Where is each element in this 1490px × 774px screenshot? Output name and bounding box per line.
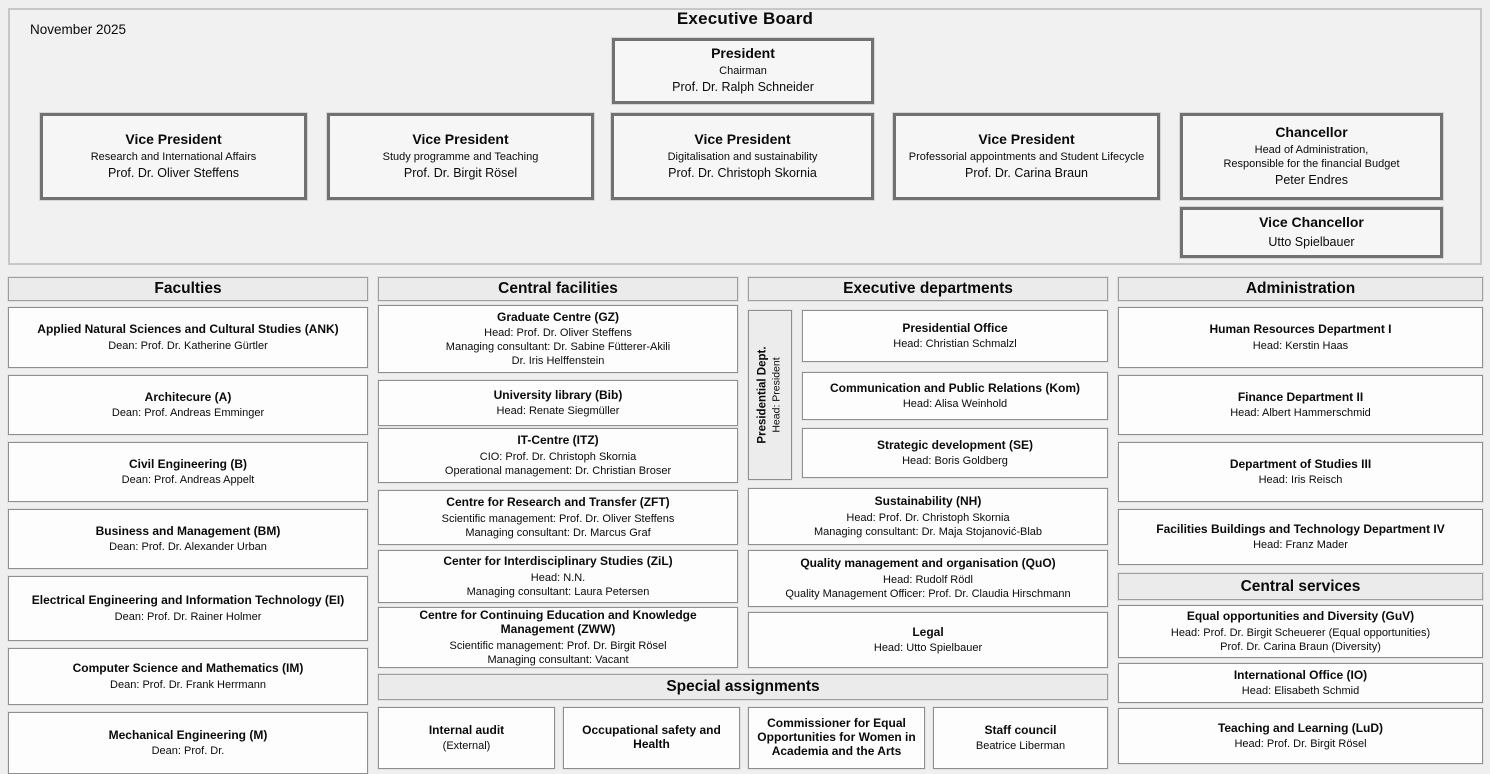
box-title: Legal bbox=[912, 624, 944, 639]
presidential-dept-side-box bbox=[748, 310, 792, 480]
box-title: Internal audit bbox=[428, 722, 505, 737]
box-title: University library (Bib) bbox=[493, 387, 623, 402]
special-assignment-box bbox=[748, 707, 925, 769]
box-line: Head: Alisa Weinhold bbox=[902, 398, 1008, 411]
president-box bbox=[612, 38, 874, 104]
box-line: Prof. Dr. Carina Braun (Diversity) bbox=[1220, 640, 1381, 653]
box-title: Teaching and Learning (LuD) bbox=[1217, 720, 1384, 735]
box-line: Head: Utto Spielbauer bbox=[873, 642, 983, 655]
box-title: Vice Chancellor bbox=[1259, 214, 1364, 231]
box-line: Dean: Prof. Dr. Rainer Holmer bbox=[114, 610, 262, 623]
section-header-special-assignments: Special assignments bbox=[378, 674, 1108, 700]
box-title: President bbox=[711, 45, 775, 62]
box-title: International Office (IO) bbox=[1233, 667, 1368, 682]
section-header-central-services: Central services bbox=[1118, 573, 1483, 600]
box-line: Peter Endres bbox=[1275, 173, 1348, 188]
box-line: Head: Franz Mader bbox=[1253, 539, 1348, 552]
executive-department-box bbox=[802, 428, 1108, 478]
box-line: Managing consultant: Dr. Maja Stojanović-Blab bbox=[813, 525, 1043, 538]
central-service-box bbox=[1118, 663, 1483, 703]
box-title: Staff council bbox=[984, 722, 1057, 737]
box-line: Head: Prof. Dr. Birgit Rösel bbox=[1234, 738, 1367, 751]
box-line: Prof. Dr. Oliver Steffens bbox=[107, 165, 240, 180]
column-header-administration: Administration bbox=[1118, 277, 1483, 301]
box-title: Quality management and organisation (QuO) bbox=[800, 556, 1056, 571]
box-line: Head: Prof. Dr. Birgit Scheuerer (Equal opportunities) bbox=[1170, 626, 1431, 639]
page-title: Executive Board bbox=[676, 9, 814, 28]
box-title: Architecure (A) bbox=[144, 389, 232, 404]
box-line: Head: N.N. bbox=[530, 571, 586, 584]
box-line: Dean: Prof. Andreas Emminger bbox=[111, 407, 265, 420]
special-assignment-box bbox=[933, 707, 1108, 769]
box-title: Finance Department II bbox=[1237, 389, 1364, 404]
box-title: Computer Science and Mathematics (IM) bbox=[72, 661, 304, 676]
faculty-box bbox=[8, 712, 368, 774]
box-line: Head: Renate Siegmüller bbox=[496, 405, 620, 418]
box-title: Facilities Buildings and Technology Department IV bbox=[1156, 521, 1445, 536]
box-line: Scientific management: Prof. Dr. Oliver Steffens bbox=[441, 512, 675, 525]
box-line: Head: Christian Schmalzl bbox=[893, 338, 1017, 351]
box-title: Electrical Engineering and Information Technology (EI) bbox=[31, 593, 345, 608]
chancellor-box bbox=[1180, 113, 1443, 200]
vice-president-box bbox=[327, 113, 594, 200]
box-line: Beatrice Liberman bbox=[975, 740, 1066, 753]
box-line: Professorial appointments and Student Lifecycle bbox=[908, 150, 1145, 163]
box-line: Managing consultant: Dr. Sabine Fütterer-Akili bbox=[445, 341, 671, 354]
box-line: Managing consultant: Vacant bbox=[487, 653, 629, 666]
box-title: Civil Engineering (B) bbox=[128, 456, 247, 471]
box-line: Prof. Dr. Carina Braun bbox=[965, 165, 1088, 180]
box-line: Scientific management: Prof. Dr. Birgit Rösel bbox=[449, 639, 667, 652]
box-line: (External) bbox=[442, 740, 491, 753]
special-assignment-box bbox=[378, 707, 555, 769]
box-line: Head: Kerstin Haas bbox=[1252, 339, 1349, 352]
box-line: Dean: Prof. Dr. Katherine Gürtler bbox=[108, 339, 268, 352]
box-line: Head: Elisabeth Schmid bbox=[1241, 685, 1360, 698]
central-facility-box bbox=[378, 305, 738, 373]
side-label-title: Presidential Dept. bbox=[756, 346, 769, 444]
executive-department-box bbox=[748, 612, 1108, 668]
box-line: Responsible for the financial Budget bbox=[1223, 157, 1400, 170]
box-line: Utto Spielbauer bbox=[1268, 234, 1355, 249]
box-line: Research and International Affairs bbox=[90, 150, 257, 163]
central-service-box bbox=[1118, 605, 1483, 658]
box-line: Prof. Dr. Ralph Schneider bbox=[672, 80, 814, 95]
vice-president-box bbox=[611, 113, 874, 200]
faculty-box bbox=[8, 576, 368, 641]
box-line: Prof. Dr. Christoph Skornia bbox=[668, 165, 817, 180]
box-line: Dean: Prof. Dr. Frank Herrmann bbox=[110, 678, 266, 691]
box-line: Dean: Prof. Andreas Appelt bbox=[121, 474, 255, 487]
box-title: IT-Centre (ITZ) bbox=[517, 433, 599, 448]
box-title: Business and Management (BM) bbox=[95, 523, 281, 538]
box-line: Dr. Iris Helffenstein bbox=[511, 355, 605, 368]
central-facility-box bbox=[378, 490, 738, 545]
box-title: Vice President bbox=[125, 130, 222, 147]
administration-box bbox=[1118, 442, 1483, 502]
box-title: Centre for Continuing Education and Knowledge Management (ZWW) bbox=[419, 608, 697, 637]
box-title: Human Resources Department I bbox=[1209, 322, 1392, 337]
central-facility-box bbox=[378, 550, 738, 603]
box-line: Digitalisation and sustainability bbox=[667, 150, 818, 163]
box-line: Managing consultant: Dr. Marcus Graf bbox=[465, 526, 651, 539]
box-line: Dean: Prof. Dr. Alexander Urban bbox=[109, 541, 267, 554]
faculty-box bbox=[8, 307, 368, 368]
column-header-faculties: Faculties bbox=[8, 277, 368, 301]
special-assignment-box bbox=[563, 707, 740, 769]
column-header-executive-departments: Executive departments bbox=[748, 277, 1108, 301]
box-line: Head: Iris Reisch bbox=[1258, 474, 1343, 487]
executive-department-box bbox=[748, 488, 1108, 545]
vice-president-box bbox=[893, 113, 1160, 200]
box-line: Prof. Dr. Birgit Rösel bbox=[403, 165, 518, 180]
faculty-box bbox=[8, 442, 368, 502]
box-line: Head: Prof. Dr. Christoph Skornia bbox=[846, 511, 1010, 524]
vice-president-box bbox=[40, 113, 307, 200]
vice-chancellor-box bbox=[1180, 207, 1443, 258]
box-line: Head: Boris Goldberg bbox=[902, 455, 1008, 468]
box-line: Head: Rudolf Rödl bbox=[883, 573, 973, 586]
side-label-subtitle: Head: President bbox=[770, 357, 783, 433]
box-line: Quality Management Officer: Prof. Dr. Claudia Hirschmann bbox=[785, 587, 1071, 600]
box-line: Dean: Prof. Dr. bbox=[151, 745, 225, 758]
faculty-box bbox=[8, 648, 368, 705]
box-title: Chancellor bbox=[1275, 123, 1348, 140]
presidential-dept-side-label bbox=[757, 314, 784, 476]
box-title: Equal opportunities and Diversity (GuV) bbox=[1186, 609, 1415, 624]
box-title: Mechanical Engineering (M) bbox=[108, 727, 268, 742]
box-title: Graduate Centre (GZ) bbox=[496, 309, 619, 324]
faculty-box bbox=[8, 375, 368, 435]
administration-box bbox=[1118, 307, 1483, 368]
box-line: Chairman bbox=[719, 65, 767, 78]
administration-box bbox=[1118, 375, 1483, 435]
box-title: Presidential Office bbox=[902, 320, 1008, 335]
box-title: Department of Studies III bbox=[1229, 456, 1372, 471]
executive-department-box bbox=[802, 372, 1108, 420]
executive-department-box bbox=[802, 310, 1108, 362]
column-header-central-facilities: Central facilities bbox=[378, 277, 738, 301]
faculty-box bbox=[8, 509, 368, 569]
box-title: Commissioner for Equal Opportunities for Women in Academia and the Arts bbox=[757, 715, 916, 759]
box-title: Strategic development (SE) bbox=[876, 437, 1034, 452]
box-title: Centre for Research and Transfer (ZFT) bbox=[446, 495, 670, 510]
central-facility-box bbox=[378, 380, 738, 426]
administration-box bbox=[1118, 509, 1483, 565]
date-label: November 2025 bbox=[30, 22, 127, 37]
box-line: Head: Prof. Dr. Oliver Steffens bbox=[484, 326, 632, 339]
box-title: Center for Interdisciplinary Studies (ZiL) bbox=[443, 554, 673, 569]
box-title: Sustainability (NH) bbox=[874, 494, 982, 509]
box-title: Occupational safety and Health bbox=[582, 722, 721, 751]
box-title: Vice President bbox=[978, 130, 1075, 147]
box-title: Vice President bbox=[412, 130, 509, 147]
box-line: Operational management: Dr. Christian Broser bbox=[444, 464, 672, 477]
central-facility-box bbox=[378, 428, 738, 483]
central-service-box bbox=[1118, 708, 1483, 764]
box-title: Vice President bbox=[694, 130, 791, 147]
box-title: Applied Natural Sciences and Cultural Studies (ANK) bbox=[37, 322, 339, 337]
box-title: Communication and Public Relations (Kom) bbox=[829, 380, 1080, 395]
box-line: Managing consultant: Laura Petersen bbox=[466, 585, 650, 598]
box-line: Head of Administration, bbox=[1254, 143, 1369, 156]
box-line: Head: Albert Hammerschmid bbox=[1230, 407, 1371, 420]
executive-department-box bbox=[748, 550, 1108, 607]
box-line: Study programme and Teaching bbox=[382, 150, 539, 163]
central-facility-box bbox=[378, 607, 738, 668]
box-line: CIO: Prof. Dr. Christoph Skornia bbox=[479, 450, 637, 463]
